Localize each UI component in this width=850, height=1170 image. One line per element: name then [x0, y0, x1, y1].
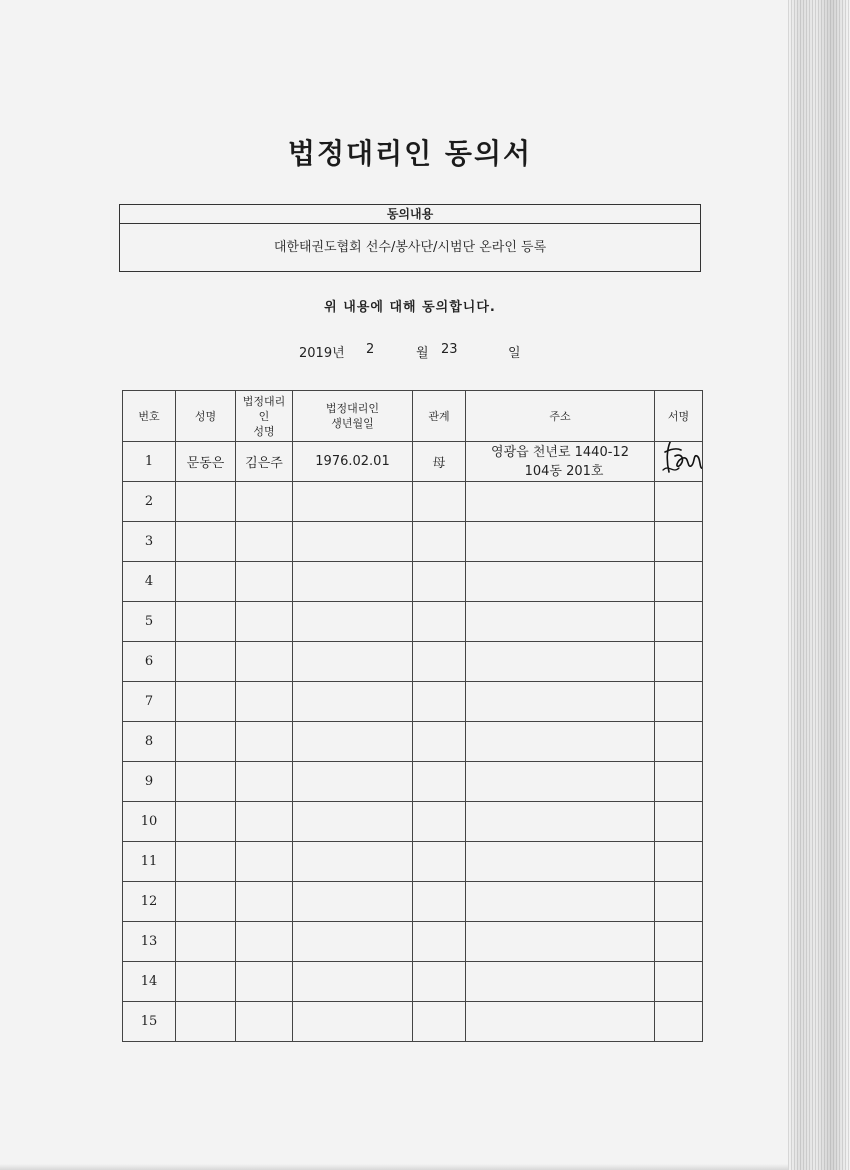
row-relation [413, 962, 466, 1002]
row-rep-name [236, 522, 293, 562]
row-rep-dob: 1976.02.01 [293, 442, 413, 482]
row-rep-dob [293, 562, 413, 602]
row-address [466, 722, 655, 762]
row-number: 10 [123, 802, 176, 842]
guardian-table [122, 390, 703, 1042]
row-relation [413, 722, 466, 762]
row-address [466, 482, 655, 522]
header-relation: 관계 [413, 391, 466, 442]
row-name [176, 522, 236, 562]
table-body [123, 442, 703, 1042]
row-number: 14 [123, 962, 176, 1002]
row-signature [655, 562, 703, 602]
row-address [466, 922, 655, 962]
table-row [123, 882, 703, 922]
row-signature [655, 602, 703, 642]
consent-header: 동의내용 [120, 205, 700, 224]
scan-bottom-edge [0, 1164, 788, 1170]
row-relation [413, 482, 466, 522]
header-name: 성명 [176, 391, 236, 442]
row-rep-name [236, 842, 293, 882]
table-header-row [123, 391, 703, 442]
row-address-line1: 영광읍 천년로 1440-12 [491, 444, 629, 460]
row-name [176, 602, 236, 642]
row-rep-name [236, 642, 293, 682]
row-signature [655, 642, 703, 682]
row-number: 2 [123, 482, 176, 522]
row-rep-name [236, 802, 293, 842]
table-row [123, 762, 703, 802]
row-rep-dob [293, 642, 413, 682]
row-rep-dob [293, 522, 413, 562]
row-signature [655, 762, 703, 802]
scan-edge-artifact [788, 0, 850, 1170]
row-relation [413, 642, 466, 682]
row-relation [413, 682, 466, 722]
row-signature [655, 442, 703, 482]
row-rep-name [236, 962, 293, 1002]
row-rep-name [236, 482, 293, 522]
row-address [466, 762, 655, 802]
row-relation [413, 802, 466, 842]
header-rep-dob-line2: 생년월일 [331, 417, 374, 430]
row-number: 1 [123, 442, 176, 482]
row-signature [655, 682, 703, 722]
header-rep-name-line2: 인 [258, 409, 270, 423]
row-signature [655, 1002, 703, 1042]
header-signature: 서명 [655, 391, 703, 442]
row-name [176, 482, 236, 522]
row-relation [413, 602, 466, 642]
row-signature [655, 842, 703, 882]
row-rep-dob [293, 762, 413, 802]
header-rep-dob [293, 391, 413, 442]
row-name [176, 682, 236, 722]
row-rep-dob [293, 602, 413, 642]
row-name [176, 722, 236, 762]
row-number: 5 [123, 602, 176, 642]
row-rep-dob [293, 682, 413, 722]
table-row [123, 522, 703, 562]
row-address [466, 842, 655, 882]
row-address [466, 802, 655, 842]
row-number: 11 [123, 842, 176, 882]
header-rep-name [236, 391, 293, 442]
row-number: 9 [123, 762, 176, 802]
date-month-label: 월 [416, 346, 429, 361]
row-rep-name [236, 682, 293, 722]
row-signature [655, 722, 703, 762]
agreement-statement: 위 내용에 대해 동의합니다. [324, 300, 496, 315]
row-number: 13 [123, 922, 176, 962]
table-row [123, 682, 703, 722]
row-number: 3 [123, 522, 176, 562]
header-rep-name-line3: 성명 [253, 424, 275, 438]
row-signature [655, 802, 703, 842]
table-row [123, 1002, 703, 1042]
row-number: 6 [123, 642, 176, 682]
consent-box [119, 204, 701, 272]
row-signature [655, 922, 703, 962]
row-signature [655, 962, 703, 1002]
consent-body: 대한태권도협회 선수/봉사단/시범단 온라인 등록 [273, 240, 547, 255]
header-rep-dob-line1: 법정대리인 [325, 402, 380, 415]
table-row [123, 722, 703, 762]
row-name [176, 562, 236, 602]
row-relation [413, 762, 466, 802]
document-title: 법정대리인 동의서 [287, 137, 533, 170]
row-rep-dob [293, 482, 413, 522]
row-address [466, 962, 655, 1002]
table-row [123, 962, 703, 1002]
table-row [123, 482, 703, 522]
row-relation: 母 [413, 442, 466, 482]
row-address [466, 1002, 655, 1042]
row-name [176, 802, 236, 842]
row-relation [413, 842, 466, 882]
date-month-value: 2 [366, 342, 375, 357]
row-signature [655, 482, 703, 522]
row-relation [413, 1002, 466, 1042]
row-address-line2: 104동 201호 [524, 463, 604, 479]
row-relation [413, 882, 466, 922]
row-number: 15 [123, 1002, 176, 1042]
row-rep-name [236, 762, 293, 802]
row-name [176, 642, 236, 682]
row-name [176, 762, 236, 802]
date-day-value: 23 [441, 342, 458, 357]
date-year: 2019년 [299, 346, 345, 361]
table-row [123, 802, 703, 842]
handwritten-signature [657, 442, 703, 482]
table-row [123, 642, 703, 682]
row-rep-dob [293, 842, 413, 882]
row-rep-dob [293, 922, 413, 962]
row-name [176, 882, 236, 922]
header-rep-name-line1: 법정대리 [242, 394, 286, 408]
row-signature [655, 522, 703, 562]
table-row [123, 602, 703, 642]
row-rep-name [236, 1002, 293, 1042]
row-rep-dob [293, 882, 413, 922]
row-name: 문동은 [176, 442, 236, 482]
row-rep-name: 김은주 [236, 442, 293, 482]
row-rep-dob [293, 722, 413, 762]
row-number: 7 [123, 682, 176, 722]
row-name [176, 922, 236, 962]
row-name [176, 962, 236, 1002]
row-rep-name [236, 882, 293, 922]
row-rep-name [236, 722, 293, 762]
row-relation [413, 522, 466, 562]
header-address: 주소 [466, 391, 655, 442]
row-rep-name [236, 602, 293, 642]
row-rep-name [236, 562, 293, 602]
table-row [123, 442, 703, 482]
header-number: 번호 [123, 391, 176, 442]
table-row [123, 562, 703, 602]
row-relation [413, 922, 466, 962]
row-address [466, 602, 655, 642]
row-number: 12 [123, 882, 176, 922]
row-number: 4 [123, 562, 176, 602]
row-address [466, 442, 655, 482]
row-name [176, 842, 236, 882]
row-address [466, 642, 655, 682]
row-number: 8 [123, 722, 176, 762]
date-day-label: 일 [508, 346, 521, 361]
row-relation [413, 562, 466, 602]
row-signature [655, 882, 703, 922]
table-row [123, 922, 703, 962]
row-address [466, 562, 655, 602]
row-name [176, 1002, 236, 1042]
table-row [123, 842, 703, 882]
row-rep-dob [293, 802, 413, 842]
row-rep-dob [293, 962, 413, 1002]
row-address [466, 882, 655, 922]
row-rep-name [236, 922, 293, 962]
row-rep-dob [293, 1002, 413, 1042]
row-address [466, 522, 655, 562]
row-address [466, 682, 655, 722]
